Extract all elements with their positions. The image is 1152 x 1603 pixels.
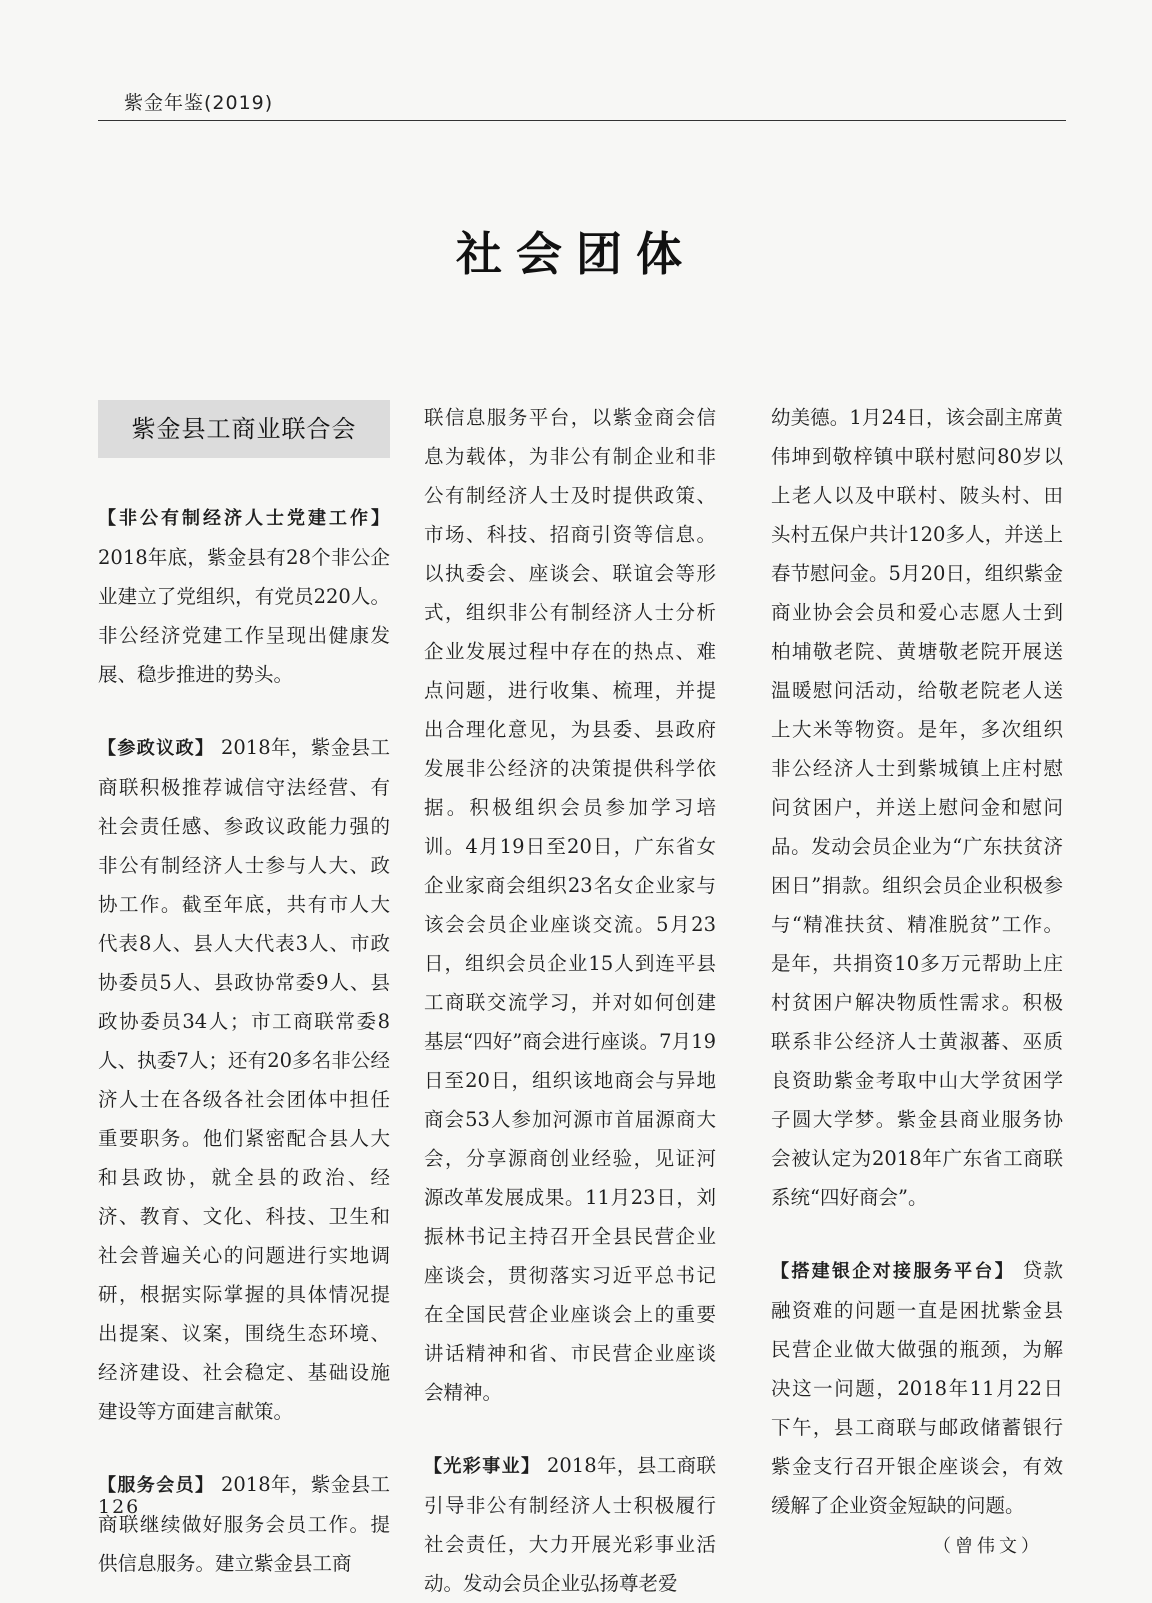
author-credit: （曾伟文） — [933, 1536, 1043, 1557]
paragraph-heading: 【参政议政】 — [98, 738, 215, 759]
paragraph-text: 2018年底，紫金县有28个非公企业建立了党组织，有党员220人。非公经济党建工作呈现出健康发展、稳步推进的势头。 — [98, 546, 390, 686]
header-rule — [98, 120, 1066, 121]
column-3 — [771, 398, 1063, 1566]
paragraph-heading: 【搭建银企对接服务平台】 — [771, 1261, 1016, 1282]
paragraph-heading: 【非公有制经济人士党建工作】 — [98, 508, 390, 529]
paragraph-text: 幼美德。1月24日，该会副主席黄伟坤到敬梓镇中联村慰问80岁以上老人以及中联村、陂头村、田头村五保户共计120多人，并送上春节慰问金。5月20日，组织紫金商业协会会员和爱心志愿人士到柏埔敬老院、黄塘敬老院开展送温暖慰问活动，给敬老院老人送上大米等物资。是年，多次组织非公经济人士到紫城镇上庄村慰问贫困户，并送上慰问金和慰问品。发动会员企业为“广东扶贫济困日”捐款。组织会员企业积极参与“精准扶贫、精准脱贫”工作。是年，共捐资10多万元帮助上庄村贫困户解决物质性需求。积极联系非公经济人士黄淑蕃、巫质良资助紫金考取中山大学贫困学子圆大学梦。紫金县商业服务协会被认定为2018年广东省工商联系统“四好商会”。 — [771, 406, 1063, 1209]
section-title-box — [98, 400, 390, 458]
paragraph — [98, 728, 390, 1431]
paragraph — [771, 1251, 1063, 1525]
paragraph-text: 联信息服务平台，以紫金商会信息为载体，为非公有制企业和非公有制经济人士及时提供政策、市场、科技、招商引资等信息。以执委会、座谈会、联谊会等形式，组织非公有制经济人士分析企业发展过程中存在的热点、难点问题，进行收集、梳理，并提出合理化意见，为县委、县政府发展非公经济的决策提供科学依据。积极组织会员参加学习培训。4月19日至20日，广东省女企业家商会组织23名女企业家与该会会员企业座谈交流。5月23日，组织会员企业15人到连平县工商联交流学习，并对如何创建基层“四好”商会进行座谈。7月19日至20日，组织该地商会与异地商会53人参加河源市首届源商大会，分享源商创业经验，见证河源改革发展成果。11月23日，刘振林书记主持召开全县民营企业座谈会，贯彻落实习近平总书记在全国民营企业座谈会上的重要讲话精神和省、市民营企业座谈会精神。 — [424, 406, 716, 1404]
paragraph-text: 2018年，县工商联引导非公有制经济人士积极履行社会责任，大力开展光彩事业活动。发动会员企业弘扬尊老爱 — [424, 1454, 717, 1595]
running-head: 紫金年鉴(2019) — [124, 92, 274, 114]
paragraph — [98, 498, 390, 694]
paragraph-heading: 【服务会员】 — [98, 1475, 215, 1496]
paragraph — [424, 398, 716, 1412]
paragraph — [98, 1465, 390, 1583]
column-1 — [98, 398, 390, 1583]
paragraph — [771, 398, 1063, 1217]
section-title: 紫金县工商业联合会 — [131, 414, 357, 443]
paragraph — [424, 1446, 716, 1603]
paragraph-heading: 【光彩事业】 — [424, 1456, 541, 1477]
page-number: 126 — [98, 1496, 141, 1518]
chapter-title: 社会团体 — [456, 227, 696, 281]
paragraph-text: 贷款融资难的问题一直是困扰紫金县民营企业做大做强的瓶颈，为解决这一问题，2018年11月22日下午，县工商联与邮政储蓄银行紫金支行召开银企座谈会，有效缓解了企业资金短缺的问题。 — [771, 1259, 1064, 1517]
paragraph-text: 2018年，紫金县工商联积极推荐诚信守法经营、有社会责任感、参政议政能力强的非公有制经济人士参与人大、政协工作。截至年底，共有市人大代表8人、县人大代表3人、市政协委员5人、县政协常委9人、县政协委员34人；市工商联常委8人、执委7人；还有20多名非公经济人士在各级各社会团体中担任重要职务。他们紧密配合县人大和县政协，就全县的政治、经济、教育、文化、科技、卫生和社会普遍关心的问题进行实地调研，根据实际掌握的具体情况提出提案、议案，围绕生态环境、经济建设、社会稳定、基础设施建设等方面建言献策。 — [98, 736, 391, 1423]
paragraph-text: 2018年，紫金县工商联继续做好服务会员工作。提供信息服务。建立紫金县工商 — [98, 1473, 391, 1575]
column-2 — [424, 398, 716, 1603]
